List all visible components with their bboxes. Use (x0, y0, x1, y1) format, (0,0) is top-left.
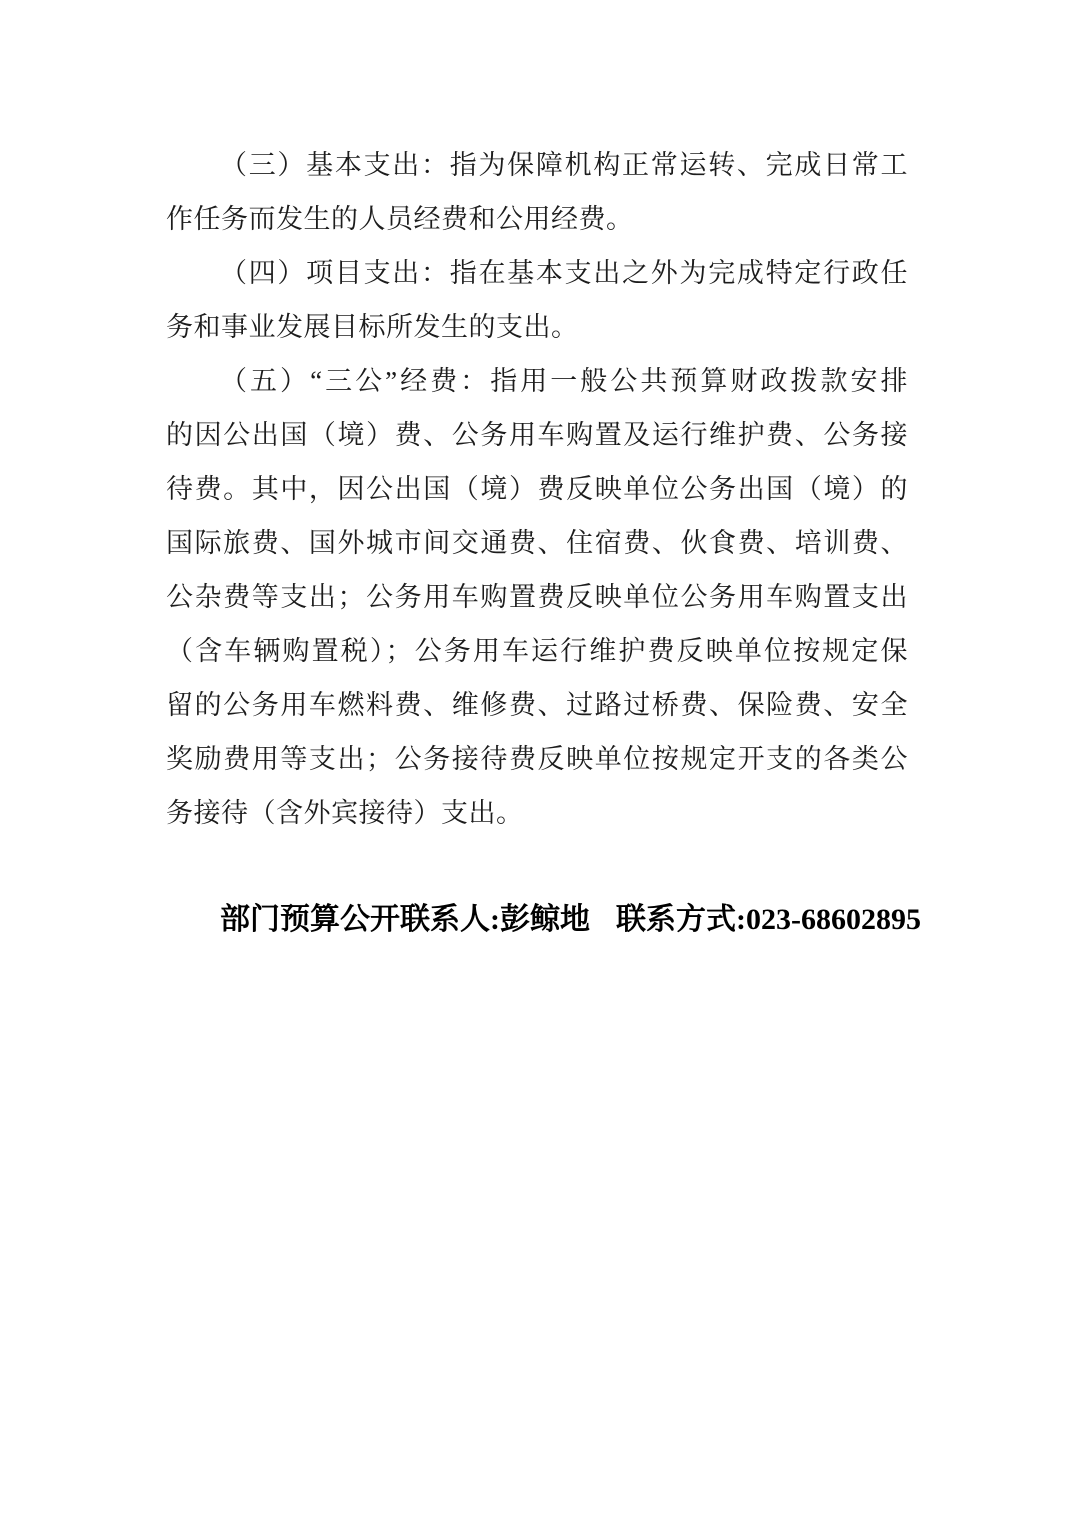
paragraph-line: 留的公务用车燃料费、维修费、过路过桥费、保险费、安全 (166, 690, 908, 720)
paragraph-line: （三）基本支出：指为保障机构正常运转、完成日常工 (220, 150, 908, 180)
paragraph-line: （含车辆购置税）；公务用车运行维护费反映单位按规定保 (166, 636, 908, 666)
paragraph-line: 务接待（含外宾接待）支出。 (166, 798, 524, 828)
paragraph-line: （五）“三公”经费：指用一般公共预算财政拨款安排 (220, 366, 908, 396)
paragraph-line: 奖励费用等支出；公务接待费反映单位按规定开支的各类公 (166, 744, 908, 774)
paragraph-line: 国际旅费、国外城市间交通费、住宿费、伙食费、培训费、 (166, 528, 908, 558)
paragraph-line: 公杂费等支出；公务用车购置费反映单位公务用车购置支出 (166, 582, 908, 612)
paragraph-line: 务和事业发展目标所发生的支出。 (166, 312, 579, 342)
paragraph-project-expenditure (166, 246, 908, 354)
contact-method: 联系方式:023-68602895 (616, 903, 921, 936)
contact-person: 部门预算公开联系人:彭鲸地 (220, 903, 590, 936)
contact-line (166, 893, 921, 947)
paragraph-line: 作任务而发生的人员经费和公用经费。 (166, 204, 634, 234)
paragraph-basic-expenditure (166, 138, 908, 246)
paragraph-three-public-funds (166, 354, 908, 840)
document-body (166, 138, 908, 840)
paragraph-line: （四）项目支出：指在基本支出之外为完成特定行政任 (220, 258, 908, 288)
paragraph-line: 待费。其中，因公出国（境）费反映单位公务出国（境）的 (166, 474, 908, 504)
paragraph-line: 的因公出国（境）费、公务用车购置及运行维护费、公务接 (166, 420, 908, 450)
